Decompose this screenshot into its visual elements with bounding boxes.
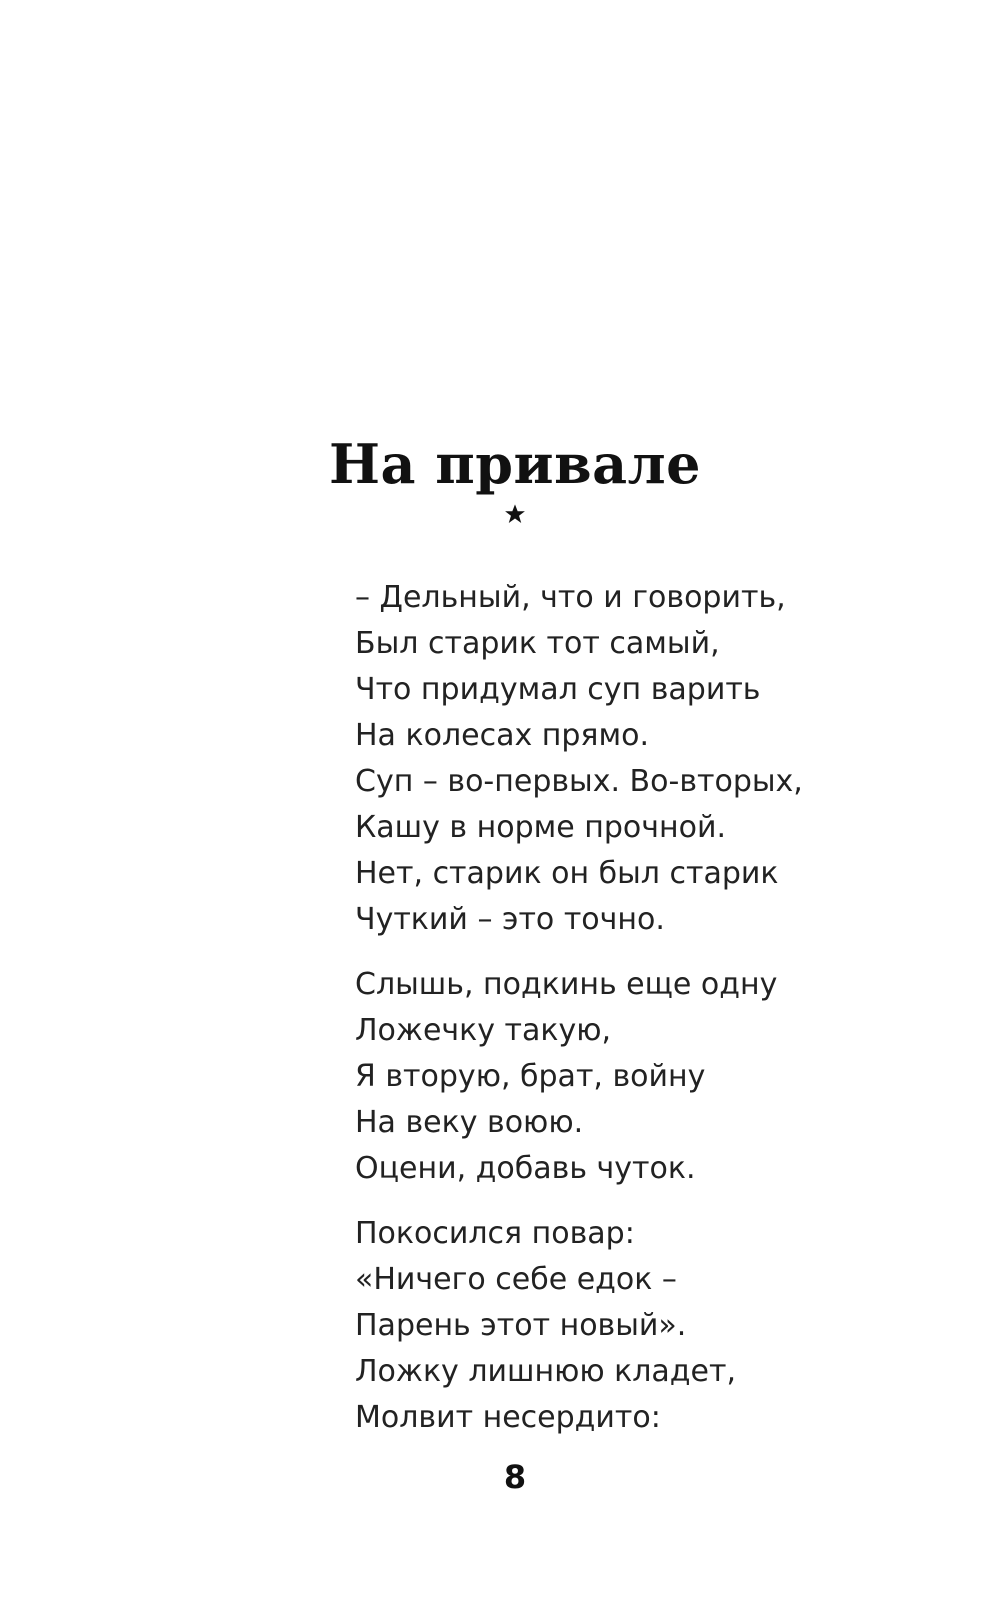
star-icon — [0, 503, 1000, 543]
stanza-1 — [355, 575, 975, 943]
poem-line: Ложку лишнюю кладет, — [355, 1354, 737, 1389]
poem-line: На колесах прямо. — [355, 718, 649, 753]
poem-line: Суп – во-первых. Во-вторых, — [355, 764, 803, 799]
poem-line: Ложечку такую, — [355, 1013, 612, 1048]
poem-line: Парень этот новый». — [355, 1308, 687, 1343]
poem-line: Оцени, добавь чуток. — [355, 1151, 696, 1186]
stanza-3 — [355, 1211, 975, 1441]
poem-line: Чуткий – это точно. — [355, 902, 665, 937]
poem-line: Слышь, подкинь еще одну — [355, 967, 778, 1002]
poem-line: На веку воюю. — [355, 1105, 584, 1140]
page-number: 8 — [503, 1458, 527, 1496]
poem-line: Покосился повар: — [355, 1216, 635, 1251]
poem-body — [355, 575, 975, 1441]
poem-line: Что придумал суп варить — [355, 672, 761, 707]
poem-title: На привале — [328, 432, 702, 496]
poem-line: Кашу в норме прочной. — [355, 810, 727, 845]
stanza-2 — [355, 962, 975, 1192]
poem-line: «Ничего себе едок – — [355, 1262, 677, 1297]
poem-line: Нет, старик он был старик — [355, 856, 779, 891]
poem-line: Молвит несердито: — [355, 1400, 661, 1435]
poem-line: Был старик тот самый, — [355, 626, 720, 661]
poem-line: – Дельный, что и говорить, — [355, 580, 786, 615]
poem-line: Я вторую, брат, войну — [355, 1059, 706, 1094]
